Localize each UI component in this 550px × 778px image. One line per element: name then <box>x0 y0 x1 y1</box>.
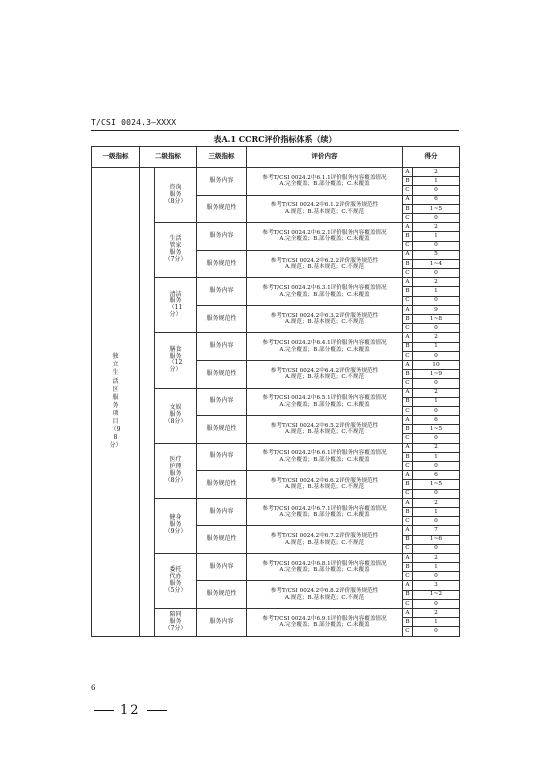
grade-letter: A <box>403 553 413 562</box>
evaluation-content: 参考T/CSI 0024.2中6.3.2评价服务规范性 A.规范；B.基本规范；C.不规范 <box>247 305 403 333</box>
grade-letter: B <box>403 507 413 516</box>
grade-letter: C <box>403 599 413 608</box>
evaluation-content: 参考T/CSI 0024.2中6.1.1评价服务内容覆盖情况 A.完全覆盖；B.部分覆盖；C.未覆盖 <box>247 168 403 196</box>
level2-indicator-cell <box>155 388 197 443</box>
grade-score: 1~5 <box>413 425 460 434</box>
grade-letter: A <box>403 250 413 259</box>
grade-letter: B <box>403 342 413 351</box>
grade-score: 1 <box>413 452 460 461</box>
grade-score: 0 <box>413 599 460 608</box>
level2-indicator-cell <box>155 223 197 278</box>
level3-indicator: 服务内容 <box>197 553 247 581</box>
grade-letter: B <box>403 480 413 489</box>
col-header-content: 评价内容 <box>247 147 403 168</box>
grade-score: 1 <box>413 563 460 572</box>
grade-letter: C <box>403 186 413 195</box>
grade-letter: C <box>403 351 413 360</box>
grade-score: 9 <box>413 305 460 314</box>
level2-indicator-cell <box>155 498 197 553</box>
level3-indicator: 服务内容 <box>197 443 247 471</box>
level3-indicator: 服务内容 <box>197 333 247 361</box>
grade-letter: B <box>403 563 413 572</box>
grade-letter: C <box>403 213 413 222</box>
evaluation-content: 参考T/CSI 0024.2中6.9.1评价服务内容覆盖情况 A.完全覆盖；B.部分覆盖；C.未覆盖 <box>247 609 403 637</box>
grade-letter: A <box>403 223 413 232</box>
grade-letter: B <box>403 287 413 296</box>
evaluation-content: 参考T/CSI 0024.2中6.4.1评价服务内容覆盖情况 A.完全覆盖；B.部分覆盖；C.未覆盖 <box>247 333 403 361</box>
level2-indicator: 文娱 服务 （8分） <box>164 404 187 425</box>
page-number-big <box>88 703 173 718</box>
evaluation-content: 参考T/CSI 0024.2中6.2.2评价服务规范性 A.规范；B.基本规范；C.不规范 <box>247 250 403 278</box>
grade-score: 10 <box>413 360 460 369</box>
level3-indicator: 服务内容 <box>197 609 247 637</box>
header-rule <box>91 130 459 131</box>
grade-letter: C <box>403 406 413 415</box>
grade-score: 2 <box>413 443 460 452</box>
level2-indicator: 陪同 服务 （7分） <box>164 610 187 632</box>
grade-score: 1~6 <box>413 535 460 544</box>
level2-indicator: 生活 管家 服务 （7分） <box>164 235 187 264</box>
grade-letter: B <box>403 177 413 186</box>
grade-letter: C <box>403 269 413 278</box>
level2-indicator-cell <box>155 168 197 223</box>
grade-letter: A <box>403 305 413 314</box>
grade-letter: B <box>403 425 413 434</box>
grade-letter: A <box>403 388 413 397</box>
col-header-level3: 三级指标 <box>197 147 247 168</box>
level3-indicator: 服务规范性 <box>197 360 247 388</box>
grade-letter: A <box>403 168 413 177</box>
grade-score: 1~9 <box>413 370 460 379</box>
grade-score: 2 <box>413 223 460 232</box>
evaluation-content: 参考T/CSI 0024.2中6.1.2评价服务规范性 A.规范；B.基本规范；C.不规范 <box>247 195 403 223</box>
grade-score: 1~5 <box>413 204 460 213</box>
evaluation-content: 参考T/CSI 0024.2中6.3.1评价服务内容覆盖情况 A.完全覆盖；B.部分覆盖；C.未覆盖 <box>247 278 403 306</box>
page-dash-right <box>147 710 167 711</box>
level3-indicator: 服务规范性 <box>197 416 247 444</box>
level3-indicator: 服务规范性 <box>197 526 247 554</box>
table-header-row <box>92 147 460 168</box>
grade-letter: C <box>403 489 413 498</box>
grade-score: 1 <box>413 232 460 241</box>
grade-score: 0 <box>413 241 460 250</box>
level2-indicator: 清洁 服务 （11 分） <box>168 290 183 319</box>
level3-indicator: 服务内容 <box>197 388 247 416</box>
level2-indicator-cell <box>155 278 197 333</box>
grade-score: 7 <box>413 526 460 535</box>
grade-score: 0 <box>413 351 460 360</box>
grade-score: 1~5 <box>413 480 460 489</box>
grade-letter: C <box>403 572 413 581</box>
level3-indicator: 服务内容 <box>197 223 247 251</box>
level1-indicator: 独 立 生 活 区 服 务 项 目 （9 8 分） <box>109 353 122 450</box>
grade-score: 6 <box>413 471 460 480</box>
level2-indicator: 膳食 服务 （12 分） <box>168 345 183 374</box>
grade-score: 1 <box>413 397 460 406</box>
grade-letter: C <box>403 462 413 471</box>
grade-score: 2 <box>413 388 460 397</box>
evaluation-content: 参考T/CSI 0024.2中6.6.2评价服务规范性 A.规范；B.基本规范；C.不规范 <box>247 471 403 499</box>
grade-score: 3 <box>413 581 460 590</box>
grade-score: 1 <box>413 507 460 516</box>
evaluation-table <box>91 146 460 637</box>
grade-score: 2 <box>413 333 460 342</box>
grade-score: 0 <box>413 489 460 498</box>
evaluation-content: 参考T/CSI 0024.2中6.6.1评价服务内容覆盖情况 A.完全覆盖；B.部分覆盖；C.未覆盖 <box>247 443 403 471</box>
grade-letter: A <box>403 498 413 507</box>
grade-score: 0 <box>413 324 460 333</box>
grade-letter: A <box>403 360 413 369</box>
grade-score: 0 <box>413 213 460 222</box>
level3-indicator: 服务规范性 <box>197 250 247 278</box>
col-header-level1: 一级指标 <box>92 147 140 168</box>
level2-indicator: 委托 代办 服务 （5分） <box>164 566 187 594</box>
grade-letter: C <box>403 296 413 305</box>
level3-indicator: 服务规范性 <box>197 581 247 609</box>
grade-letter: A <box>403 471 413 480</box>
level3-indicator: 服务规范性 <box>197 471 247 499</box>
evaluation-content: 参考T/CSI 0024.2中6.5.1评价服务内容覆盖情况 A.完全覆盖；B.部分覆盖；C.未覆盖 <box>247 388 403 416</box>
evaluation-content: 参考T/CSI 0024.2中6.8.1评价服务内容覆盖情况 A.完全覆盖；B.部分覆盖；C.未覆盖 <box>247 553 403 581</box>
grade-letter: C <box>403 434 413 443</box>
level3-indicator: 服务内容 <box>197 278 247 306</box>
page-number-small: 6 <box>91 684 96 692</box>
page-dash-left <box>94 710 114 711</box>
grade-score: 1 <box>413 287 460 296</box>
grade-letter: B <box>403 259 413 268</box>
grade-score: 0 <box>413 544 460 553</box>
grade-letter: C <box>403 627 413 636</box>
evaluation-content: 参考T/CSI 0024.2中6.4.2评价服务规范性 A.规范；B.基本规范；C.不规范 <box>247 360 403 388</box>
level2-indicator-cell <box>155 553 197 608</box>
level2-indicator-cell <box>155 333 197 388</box>
col-header-level2: 二级指标 <box>140 147 197 168</box>
table-caption: 表A.1 CCRC评价指标体系（续） <box>213 134 337 144</box>
grade-score: 0 <box>413 406 460 415</box>
grade-letter: A <box>403 609 413 618</box>
grade-letter: A <box>403 581 413 590</box>
grade-score: 2 <box>413 609 460 618</box>
evaluation-content: 参考T/CSI 0024.2中6.2.1评价服务内容覆盖情况 A.完全覆盖；B.部分覆盖；C.未覆盖 <box>247 223 403 251</box>
grade-letter: B <box>403 452 413 461</box>
evaluation-content: 参考T/CSI 0024.2中6.7.1评价服务内容覆盖情况 A.完全覆盖；B.部分覆盖；C.未覆盖 <box>247 498 403 526</box>
level3-indicator: 服务内容 <box>197 498 247 526</box>
level1-indicator-cell <box>92 168 140 637</box>
grade-score: 1 <box>413 618 460 627</box>
evaluation-content: 参考T/CSI 0024.2中6.7.2评价服务规范性 A.规范；B.基本规范；C.不规范 <box>247 526 403 554</box>
grade-letter: A <box>403 195 413 204</box>
grade-score: 1 <box>413 177 460 186</box>
grade-score: 5 <box>413 250 460 259</box>
document-code: T/CSI 0024.3—XXXX <box>91 118 177 127</box>
level3-indicator: 服务规范性 <box>197 305 247 333</box>
grade-score: 0 <box>413 296 460 305</box>
grade-score: 0 <box>413 379 460 388</box>
grade-score: 6 <box>413 416 460 425</box>
grade-score: 0 <box>413 186 460 195</box>
level2-indicator: 医疗 护理 服务 （8分） <box>164 455 187 484</box>
level2-indicator: 咨询 服务 （8分） <box>164 183 187 205</box>
grade-score: 0 <box>413 434 460 443</box>
page-number-value: 12 <box>120 703 141 718</box>
grade-score: 0 <box>413 269 460 278</box>
grade-score: 1~4 <box>413 259 460 268</box>
grade-letter: A <box>403 333 413 342</box>
grade-score: 1~2 <box>413 590 460 599</box>
grade-score: 1~8 <box>413 315 460 324</box>
grade-score: 0 <box>413 627 460 636</box>
grade-letter: B <box>403 315 413 324</box>
grade-letter: A <box>403 278 413 287</box>
grade-letter: A <box>403 443 413 452</box>
grade-score: 6 <box>413 195 460 204</box>
level2-spacer-cell <box>140 168 155 637</box>
grade-letter: C <box>403 324 413 333</box>
table-row <box>92 168 460 177</box>
level2-indicator-cell <box>155 609 197 637</box>
grade-letter: B <box>403 397 413 406</box>
grade-letter: A <box>403 416 413 425</box>
col-header-score: 得分 <box>403 147 460 168</box>
grade-letter: B <box>403 618 413 627</box>
level2-indicator-cell <box>155 443 197 498</box>
level3-indicator: 服务规范性 <box>197 195 247 223</box>
grade-letter: B <box>403 232 413 241</box>
grade-score: 2 <box>413 168 460 177</box>
grade-score: 0 <box>413 572 460 581</box>
grade-score: 0 <box>413 462 460 471</box>
grade-score: 1 <box>413 342 460 351</box>
grade-letter: B <box>403 204 413 213</box>
grade-letter: A <box>403 526 413 535</box>
grade-letter: B <box>403 370 413 379</box>
grade-score: 0 <box>413 517 460 526</box>
grade-score: 2 <box>413 278 460 287</box>
grade-letter: C <box>403 241 413 250</box>
level2-indicator: 健身 服务 （9分） <box>164 514 187 536</box>
evaluation-content: 参考T/CSI 0024.2中6.5.2评价服务规范性 A.规范；B.基本规范；C.不规范 <box>247 416 403 444</box>
level3-indicator: 服务内容 <box>197 168 247 196</box>
grade-score: 2 <box>413 553 460 562</box>
grade-letter: C <box>403 544 413 553</box>
grade-letter: C <box>403 379 413 388</box>
grade-letter: B <box>403 535 413 544</box>
grade-score: 2 <box>413 498 460 507</box>
grade-letter: B <box>403 590 413 599</box>
grade-letter: C <box>403 517 413 526</box>
evaluation-content: 参考T/CSI 0024.2中6.8.2评价服务规范性 A.规范；B.基本规范；C.不规范 <box>247 581 403 609</box>
